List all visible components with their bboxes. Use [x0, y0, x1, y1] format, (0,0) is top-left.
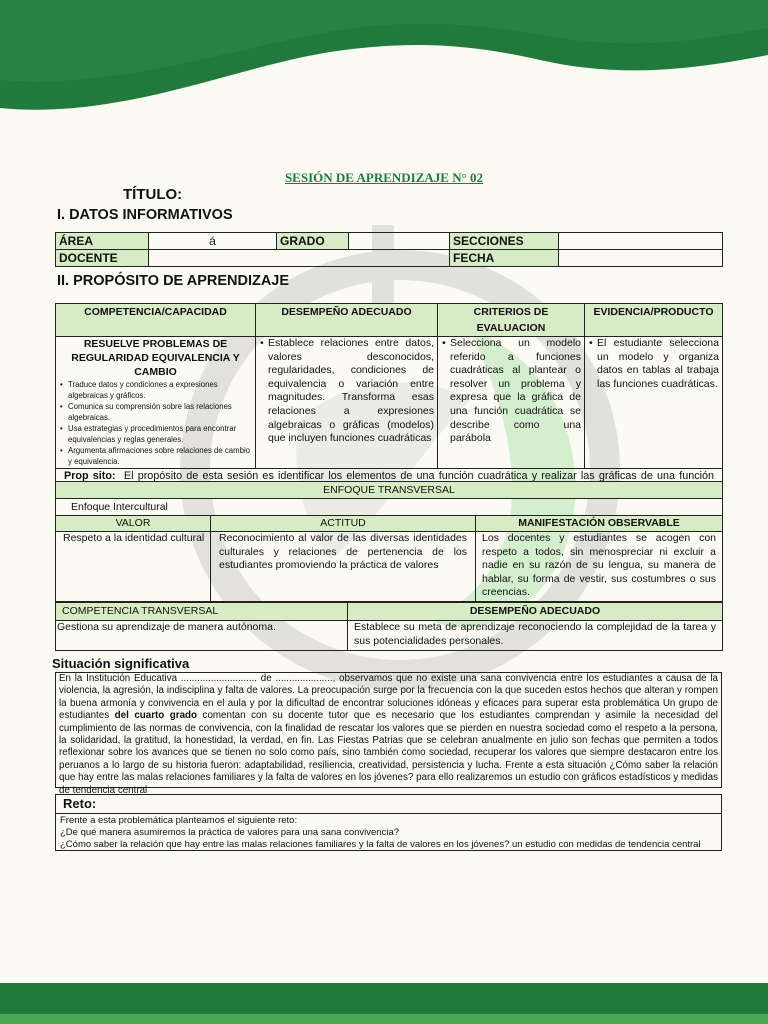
manifestacion-header: MANIFESTACIÓN OBSERVABLE [476, 516, 723, 532]
desempeno-cell [256, 337, 438, 469]
col-header-competencia: COMPETENCIA/CAPACIDAD [56, 304, 256, 337]
desempeno-transversal-value: Establece su meta de aprendizaje reconociendo la complejidad de la tarea y sus potencialidades personales. [348, 621, 723, 651]
valor-cell: Respeto a la identidad cultural [56, 532, 211, 602]
fecha-value [559, 250, 723, 267]
enfoque-header: ENFOQUE TRANSVERSAL [56, 482, 723, 499]
fecha-label: FECHA [450, 250, 559, 267]
grado-value [349, 233, 450, 250]
docente-label: DOCENTE [56, 250, 149, 267]
reto-line: ¿De qué manera asumiremos la práctica de valores para una sana convivencia? [60, 827, 400, 838]
grado-label: GRADO [277, 233, 349, 250]
competencia-title: RESUELVE PROBLEMAS DE REGULARIDAD EQUIVALENCIA Y CAMBIO [71, 338, 240, 378]
capacidad-item: • Comunica su comprensión sobre las relaciones algebraicas. [68, 401, 252, 423]
reto-line: ¿Cómo saber la relación que hay entre las malas relaciones familiares y la falta de valores en los jóvenes? un estudio con medidas de tendencia central [60, 839, 701, 850]
reto-heading: Reto: [56, 795, 721, 814]
proposito-table [55, 303, 723, 499]
proposito-label: Prop sito: [64, 470, 116, 482]
situacion-bold: del cuarto grado [114, 710, 198, 722]
area-value: á [149, 233, 277, 250]
competencia-transversal-table [55, 602, 723, 651]
capacidad-item: • Traduce datos y condiciones a expresiones algebraicas y gráficos. [68, 379, 252, 401]
situacion-heading: Situación significativa [52, 656, 190, 671]
reto-line: Frente a esta problemática planteamos el siguiente reto: [60, 815, 298, 826]
situacion-box [55, 672, 722, 796]
manifestacion-cell: Los docentes y estudiantes se acogen con respeto a todos, sin menospreciar ni excluir a nadie en su razón de su lengua, su manera de hablar, su forma de vestir, sus costumbres o sus creencias. [476, 532, 723, 602]
docente-value [149, 250, 450, 267]
reto-body [56, 814, 721, 852]
capacidades-list [59, 379, 252, 467]
area-label: ÁREA [56, 233, 149, 250]
col-header-desempeno: DESEMPEÑO ADECUADO [256, 304, 438, 337]
comp-transversal-header: COMPETENCIA TRANSVERSAL [56, 603, 348, 621]
reto-box [55, 794, 722, 851]
evidencia-cell [585, 337, 723, 469]
secciones-value [559, 233, 723, 250]
section-proposito-heading: II. PROPÓSITO DE APRENDIZAJE [57, 273, 290, 289]
actitud-cell: Reconocimiento al valor de las diversas identidades culturales y relaciones de pertenencia de los estudiantes promoviendo la práctica de valores [211, 532, 476, 602]
criterio-cell [438, 337, 585, 469]
proposito-text: El propósito de esta sesión es identificar los elementos de una función cuadrática y realizar las gráficas de una función [123, 470, 715, 482]
valor-header: VALOR [56, 516, 211, 532]
competencia-cell [56, 337, 256, 469]
desempeno-adecuado-header: DESEMPEÑO ADECUADO [348, 603, 723, 621]
criterio-text: • Selecciona un modelo referido a funciones cuadráticas al plantear o resolver un problema y expresa que la gráfica de una función cuadrática se describe como una parábola [450, 337, 581, 446]
situacion-text-part2: comentan con su docente tutor que es necesario que los estudiantes comprendan y asimile la necesidad del cumplimiento de las normas de convivencia, con la finalidad de rescatar los valores que se pierden en nuestra sociedad como el respeto a la persona, la solidaridad, la gratitud, la honestidad, la verdad, en fin. Las Fiestas Patrias que se celebran anualmente en julio son fechas que permiten a todos reflexionar sobre los avances que se tienen no solo como país, sino también como sociedad, recuperar los valores que siempre destacaron entre los peruanos a lo largo de su historia fueron: adaptabilidad, resiliencia, creatividad, persistencia y lucha. Frente a esta situación ¿Cómo saber la relación que hay entre las malas relaciones familiares y la falta de valores en los jóvenes? para ello realizaremos un estudio con gráficos estadísticos y medidas de tendencia central [59, 710, 718, 796]
secciones-label: SECCIONES [450, 233, 559, 250]
session-title: SESIÓN DE APRENDIZAJE N° 02 [284, 170, 484, 185]
actitud-header: ACTITUD [211, 516, 476, 532]
section-datos-informativos-heading: I. DATOS INFORMATIVOS [57, 207, 233, 223]
desempeno-text: • Establece relaciones entre datos, valores desconocidos, regularidades, condiciones de equivalencia o variación entre magnitudes. Transforma esas relaciones a expresiones algebraicas o gráficas (modelos) que incluyen funciones cuadráticas [268, 337, 434, 446]
capacidad-item: • Usa estrategias y procedimientos para encontrar equivalencias y reglas generales. [68, 423, 252, 445]
situacion-text-part1: En la Institución Educativa ............................ de ....................., observamos que no existe una sana convivencia entre los estudiantes a causa de la violencia, la agresión, la indisciplina y falta de valores. La preocupación surge por la frecuencia con la que suceden estos hechos que alteran y rompen la buena armonía y convivencia en el aula y por la dificultad de encontrar soluciones idóneas y eficaces para superar esta problemática Un grupo de estudiantes [59, 673, 718, 722]
comp-transversal-value: Gestiona su aprendizaje de manera autónoma. [56, 621, 348, 651]
enfoque-table [55, 481, 723, 602]
capacidad-item: • Argumenta afirmaciones sobre relaciones de cambio y equivalencia. [68, 445, 252, 467]
enfoque-value: Enfoque Intercultural [56, 499, 723, 516]
titulo-label: TÍTULO: [123, 186, 183, 203]
datos-informativos-table [55, 232, 723, 267]
col-header-criterios: CRITERIOS DE EVALUACION [438, 304, 585, 337]
evidencia-text: • El estudiante selecciona un modelo y organiza datos en tablas al trabaja las funciones cuadráticas. [597, 337, 719, 391]
col-header-evidencia: EVIDENCIA/PRODUCTO [585, 304, 723, 337]
